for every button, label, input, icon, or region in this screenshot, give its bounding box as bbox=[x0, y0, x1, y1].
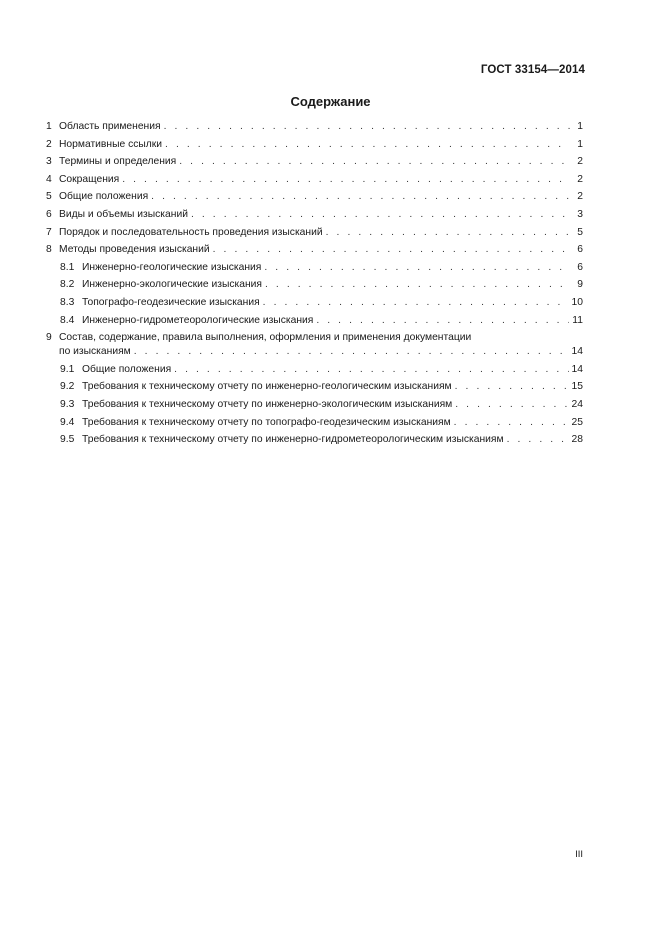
toc-dot-leader bbox=[174, 364, 568, 375]
toc-entry[interactable] bbox=[46, 227, 583, 245]
toc-entry-label: Требования к техническому отчету по топографо-геодезическим изысканиям bbox=[82, 416, 451, 428]
toc-entry-page: 2 bbox=[577, 173, 583, 185]
toc-entry-number: 9.4 bbox=[60, 416, 75, 428]
toc-entry-page: 28 bbox=[571, 434, 583, 446]
toc-entry-label: Требования к техническому отчету по инженерно-гидрометеорологическим изысканиям bbox=[82, 434, 504, 446]
table-of-contents bbox=[46, 121, 583, 452]
toc-dot-leader bbox=[455, 399, 568, 410]
toc-dot-leader bbox=[455, 381, 569, 392]
toc-dot-leader bbox=[191, 209, 570, 220]
toc-dot-leader bbox=[326, 227, 570, 238]
toc-dot-leader bbox=[263, 297, 569, 308]
toc-entry-label: Общие положения bbox=[82, 363, 172, 375]
toc-entry-label: Методы проведения изысканий bbox=[59, 244, 210, 256]
toc-dot-leader bbox=[265, 279, 570, 290]
page-number: III bbox=[575, 849, 583, 860]
toc-entry-page: 6 bbox=[577, 244, 583, 256]
toc-entry-number: 9.2 bbox=[60, 381, 75, 393]
toc-entry-label: Инженерно-экологические изыскания bbox=[82, 279, 262, 291]
toc-dot-leader bbox=[264, 262, 570, 273]
toc-entry-number: 8.1 bbox=[60, 261, 75, 273]
toc-subentry[interactable] bbox=[46, 279, 583, 297]
toc-subentry[interactable] bbox=[46, 364, 583, 382]
toc-entry-page: 2 bbox=[577, 156, 583, 168]
toc-dot-leader bbox=[151, 191, 570, 202]
toc-entry-label: Требования к техническому отчету по инженерно-геологическим изысканиям bbox=[82, 381, 452, 393]
toc-entry-number: 9.3 bbox=[60, 398, 75, 410]
toc-entry-number: 5 bbox=[46, 191, 52, 203]
toc-dot-leader bbox=[134, 346, 569, 357]
toc-entry-number: 7 bbox=[46, 226, 52, 238]
toc-entry-label: Термины и определения bbox=[59, 156, 177, 168]
toc-subentry[interactable] bbox=[46, 381, 583, 399]
toc-entry-number: 9.1 bbox=[60, 363, 75, 375]
toc-entry-number: 8.3 bbox=[60, 296, 75, 308]
toc-entry-number: 8 bbox=[46, 244, 52, 256]
toc-dot-leader bbox=[507, 434, 569, 445]
toc-entry[interactable] bbox=[46, 244, 583, 262]
toc-subentry[interactable] bbox=[46, 417, 583, 435]
toc-entry-page: 10 bbox=[571, 296, 583, 308]
toc-entry-page: 1 bbox=[577, 121, 583, 132]
toc-entry-label: Топографо-геодезические изыскания bbox=[82, 296, 260, 308]
toc-dot-leader bbox=[213, 244, 570, 255]
toc-entry-number: 2 bbox=[46, 138, 52, 150]
toc-entry-page: 14 bbox=[571, 363, 583, 375]
toc-entry-multiline-first[interactable] bbox=[46, 332, 583, 346]
toc-entry-page: 1 bbox=[577, 138, 583, 150]
toc-subentry[interactable] bbox=[46, 297, 583, 315]
toc-entry-label: Требования к техническому отчету по инженерно-экологическим изысканиям bbox=[82, 398, 453, 410]
toc-entry-label: Порядок и последовательность проведения изысканий bbox=[59, 226, 323, 238]
toc-entry-page: 14 bbox=[571, 346, 583, 358]
toc-dot-leader bbox=[164, 121, 570, 132]
toc-entry-number: 8.4 bbox=[60, 314, 75, 326]
toc-entry-label: Сокращения bbox=[59, 173, 120, 185]
toc-entry-page: 3 bbox=[577, 208, 583, 220]
toc-entry-multiline-cont[interactable] bbox=[46, 346, 583, 364]
toc-entry-number: 9 bbox=[46, 332, 52, 344]
toc-dot-leader bbox=[316, 315, 569, 326]
toc-entry-label: Инженерно-гидрометеорологические изыскания bbox=[82, 314, 314, 326]
toc-entry[interactable] bbox=[46, 191, 583, 209]
toc-subentry[interactable] bbox=[46, 434, 583, 452]
toc-entry-label-continued: по изысканиям bbox=[59, 346, 131, 358]
toc-entry-page: 24 bbox=[571, 398, 583, 410]
toc-subentry[interactable] bbox=[46, 399, 583, 417]
toc-entry-page: 11 bbox=[572, 314, 583, 326]
toc-entry-number: 8.2 bbox=[60, 279, 75, 291]
toc-entry-label: Общие положения bbox=[59, 191, 149, 203]
toc-entry-number: 1 bbox=[46, 121, 52, 132]
toc-entry[interactable] bbox=[46, 139, 583, 157]
toc-entry[interactable] bbox=[46, 121, 583, 139]
toc-entry-label: Нормативные ссылки bbox=[59, 138, 163, 150]
toc-dot-leader bbox=[179, 156, 570, 167]
toc-subentry[interactable] bbox=[46, 262, 583, 280]
toc-entry[interactable] bbox=[46, 174, 583, 192]
toc-entry[interactable] bbox=[46, 156, 583, 174]
toc-entry-label: Инженерно-геологические изыскания bbox=[82, 261, 262, 273]
toc-entry-number: 9.5 bbox=[60, 434, 75, 446]
toc-entry-page: 6 bbox=[577, 261, 583, 273]
toc-entry-page: 5 bbox=[577, 226, 583, 238]
toc-entry-label: Область применения bbox=[59, 121, 161, 132]
toc-entry-label: Виды и объемы изысканий bbox=[59, 208, 188, 220]
toc-entry[interactable] bbox=[46, 209, 583, 227]
toc-dot-leader bbox=[122, 174, 570, 185]
toc-entry-number: 4 bbox=[46, 173, 52, 185]
toc-entry-page: 9 bbox=[577, 279, 583, 291]
toc-entry-page: 2 bbox=[577, 191, 583, 203]
toc-entry-label: Состав, содержание, правила выполнения, оформления и применения документации bbox=[59, 332, 472, 344]
document-code: ГОСТ 33154—2014 bbox=[480, 64, 585, 76]
toc-title: Содержание bbox=[290, 94, 371, 109]
toc-entry-page: 15 bbox=[571, 381, 583, 393]
toc-dot-leader bbox=[165, 139, 570, 150]
toc-entry-page: 25 bbox=[571, 416, 583, 428]
toc-subentry[interactable] bbox=[46, 315, 583, 333]
toc-entry-number: 3 bbox=[46, 156, 52, 168]
toc-dot-leader bbox=[454, 417, 569, 428]
toc-entry-number: 6 bbox=[46, 208, 52, 220]
